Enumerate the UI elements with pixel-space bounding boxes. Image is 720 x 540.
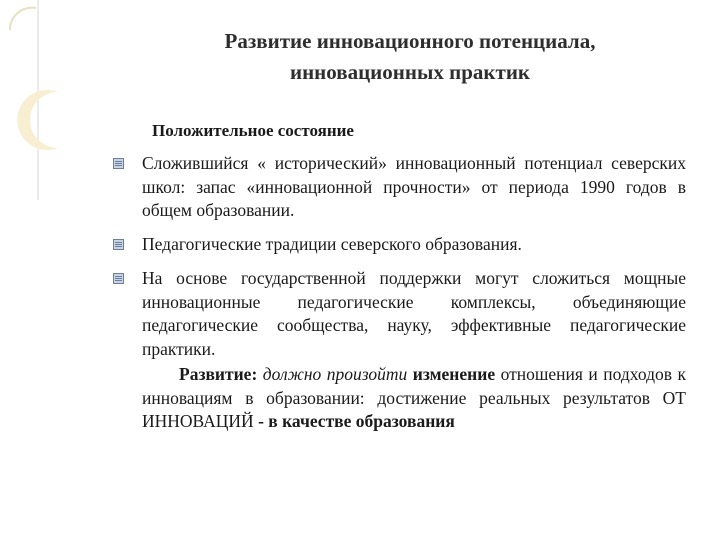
- list-item: [110, 233, 686, 257]
- title-line-1: Развитие инновационного потенциала,: [224, 29, 596, 53]
- page-title: [150, 26, 670, 88]
- bullet-text: На основе государственной поддержки могут сложиться мощные инновационные педагогические комплексы, объединяющие педагогические сообщества, науку, эффективные педагогические практики.: [142, 268, 686, 359]
- section-heading: Положительное состояние: [152, 121, 354, 140]
- conclusion-emphasis: изменение: [412, 364, 496, 384]
- title-line-2: инновационных практик: [289, 60, 531, 84]
- conclusion-tail: - в качестве образования: [258, 411, 455, 431]
- square-bullet-icon: [113, 158, 124, 169]
- crescent-ornament-icon: [0, 0, 90, 200]
- square-bullet-icon: [113, 273, 124, 284]
- list-item: [110, 267, 686, 362]
- conclusion-lead: Развитие:: [179, 364, 258, 384]
- bullet-list: [110, 152, 686, 372]
- bullet-text: Сложившийся « исторический» инновационный потенциал северских школ: запас «инновационной прочности» от периода 1990 годов в общем образовании.: [142, 153, 686, 220]
- conclusion-paragraph: [142, 363, 686, 434]
- square-bullet-icon: [113, 239, 124, 250]
- bullet-text: Педагогические традиции северского образования.: [142, 234, 522, 254]
- list-item: [110, 152, 686, 223]
- conclusion-part-2: отношения и подходов к инновациям в образовании: достижение реальных результатов ОТ ИННОВАЦИЙ: [142, 364, 686, 431]
- conclusion-part-1: должно произойти: [257, 364, 413, 384]
